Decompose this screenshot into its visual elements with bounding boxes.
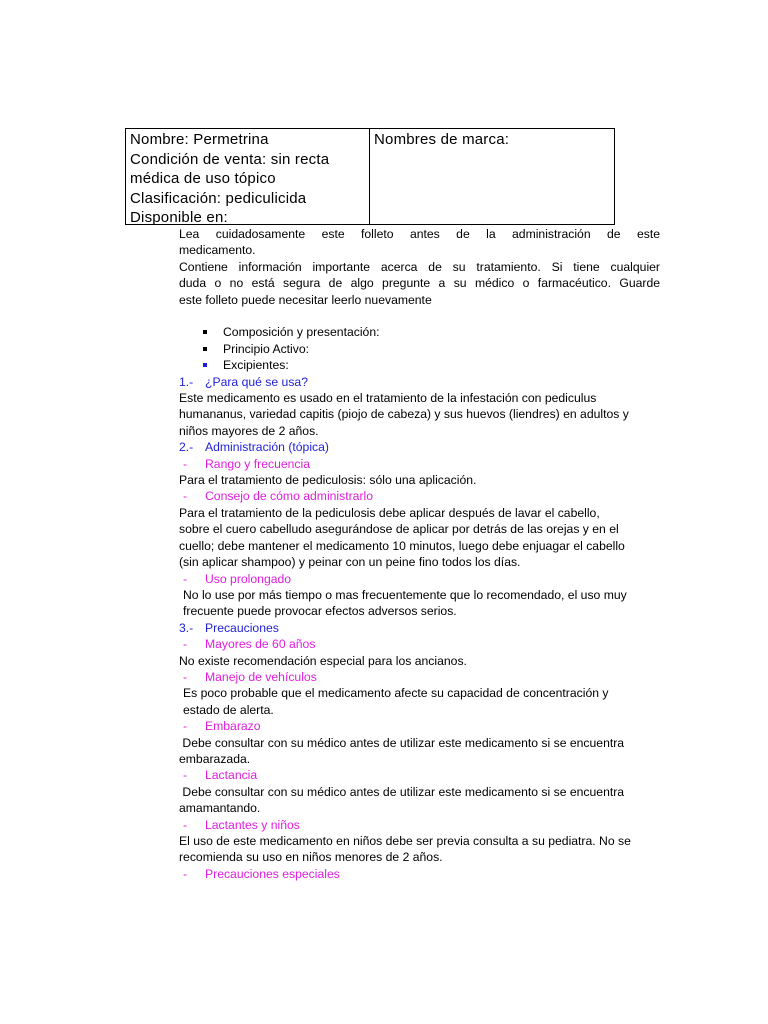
subheading-lactation xyxy=(179,767,660,783)
body-line: amamantando. xyxy=(179,801,261,816)
list-item: Principio Activo: xyxy=(203,341,660,357)
body-line: niños mayores de 2 años. xyxy=(179,423,319,438)
intro-line: Lea cuidadosamente este folleto antes de la administración de este xyxy=(179,227,660,241)
subheading-special-precautions xyxy=(179,866,660,882)
section-heading-precautions xyxy=(179,620,660,636)
dash-marker: - xyxy=(183,489,188,504)
body-line: Debe consultar con su médico antes de utilizar este medicamento si se encuentra xyxy=(179,735,625,750)
available-in: Disponible en: xyxy=(130,209,228,226)
dash-marker: - xyxy=(183,768,188,783)
subheading-title: Embarazo xyxy=(205,719,261,734)
body-line: Para el tratamiento de pediculosis: sólo una aplicación. xyxy=(179,473,477,488)
body-line: Debe consultar con su médico antes de utilizar este medicamento si se encuentra xyxy=(179,784,625,799)
brand-names-cell xyxy=(370,129,614,224)
section-heading-administration xyxy=(179,439,660,455)
body-line: Para el tratamiento de la pediculosis debe aplicar después de lavar el cabello, xyxy=(179,505,600,520)
subheading-title: Precauciones especiales xyxy=(205,866,340,881)
subheading-title: Mayores de 60 años xyxy=(205,637,316,652)
subheading-title: Lactancia xyxy=(205,768,258,783)
body-line: No lo use por más tiempo o mas frecuentemente que lo recomendado, el uso muy xyxy=(183,587,627,602)
body-line: cuello; debe mantener el medicamento 10 minutos, luego debe enjuagar el cabello xyxy=(179,538,625,553)
dash-marker: - xyxy=(183,866,188,881)
section-number: 2.- xyxy=(179,440,194,455)
classification: Clasificación: pediculicida xyxy=(130,189,307,207)
intro-line: este folleto puede necesitar leerlo nuevamente xyxy=(179,292,432,307)
spacer xyxy=(179,308,660,324)
drug-info-left-cell xyxy=(126,129,370,224)
subheading-title: Rango y frecuencia xyxy=(205,456,311,471)
intro-line: duda o no está segura de algo pregunte a su médico o farmacéutico. Guarde xyxy=(179,276,660,291)
section-title: Precauciones xyxy=(205,620,279,635)
section-title: ¿Para qué se usa? xyxy=(205,374,308,389)
drug-info-table xyxy=(125,128,615,225)
list-item: Excipientes: xyxy=(203,357,660,373)
subheading-title: Consejo de cómo administrarlo xyxy=(205,489,373,504)
body-line: El uso de este medicamento en niños debe ser previa consulta a su pediatra. No se xyxy=(179,834,631,849)
subheading-advice xyxy=(179,488,660,504)
subheading-title: Uso prolongado xyxy=(205,571,292,586)
body-line: estado de alerta. xyxy=(183,702,274,717)
subheading-prolonged-use xyxy=(179,571,660,587)
section-number: 1.- xyxy=(179,374,194,389)
body-line: (sin aplicar shampoo) y peinar con un peine fino todos los días. xyxy=(179,555,521,570)
dash-marker: - xyxy=(183,817,188,832)
body-line: sobre el cuero cabelludo asegurándose de aplicar por detrás de las orejas y en el xyxy=(179,522,619,537)
body-line: No existe recomendación especial para los ancianos. xyxy=(179,653,467,668)
body-line: Este medicamento es usado en el tratamiento de la infestación con pediculus xyxy=(179,391,597,406)
subheading-title: Manejo de vehículos xyxy=(205,669,317,684)
sale-condition: Condición de venta: sin recta xyxy=(130,150,330,168)
dash-marker: - xyxy=(183,669,188,684)
body-line: humananus, variedad capitis (piojo de cabeza) y sus huevos (liendres) en adultos y xyxy=(179,407,629,422)
body-line: recomienda su uso en niños menores de 2 años. xyxy=(179,850,443,865)
sale-condition-cont: médica de uso tópico xyxy=(130,170,276,187)
section-heading-uses xyxy=(179,374,660,390)
dash-marker: - xyxy=(183,637,188,652)
dash-marker: - xyxy=(183,719,188,734)
list-item: Composición y presentación: xyxy=(203,324,660,340)
body-line: embarazada. xyxy=(179,751,251,766)
subheading-driving xyxy=(179,669,660,685)
leaflet-body xyxy=(179,226,660,882)
subheading-title: Lactantes y niños xyxy=(205,817,300,832)
subheading-pregnancy xyxy=(179,718,660,734)
composition-list xyxy=(179,324,660,373)
subheading-elderly xyxy=(179,636,660,652)
dash-marker: - xyxy=(183,456,188,471)
body-line: frecuente puede provocar efectos adversos serios. xyxy=(183,604,457,619)
subheading-range xyxy=(179,456,660,472)
section-number: 3.- xyxy=(179,620,194,635)
body-line: Es poco probable que el medicamento afecte su capacidad de concentración y xyxy=(183,686,609,701)
intro-line: Contiene información importante acerca de su tratamiento. Si tiene cualquier xyxy=(179,259,660,274)
drug-name: Nombre: Permetrina xyxy=(130,131,269,148)
brand-names-label: Nombres de marca: xyxy=(374,131,510,148)
intro-line: medicamento. xyxy=(179,243,256,258)
dash-marker: - xyxy=(183,571,188,586)
section-title: Administración (tópica) xyxy=(205,440,329,455)
subheading-infants-children xyxy=(179,817,660,833)
